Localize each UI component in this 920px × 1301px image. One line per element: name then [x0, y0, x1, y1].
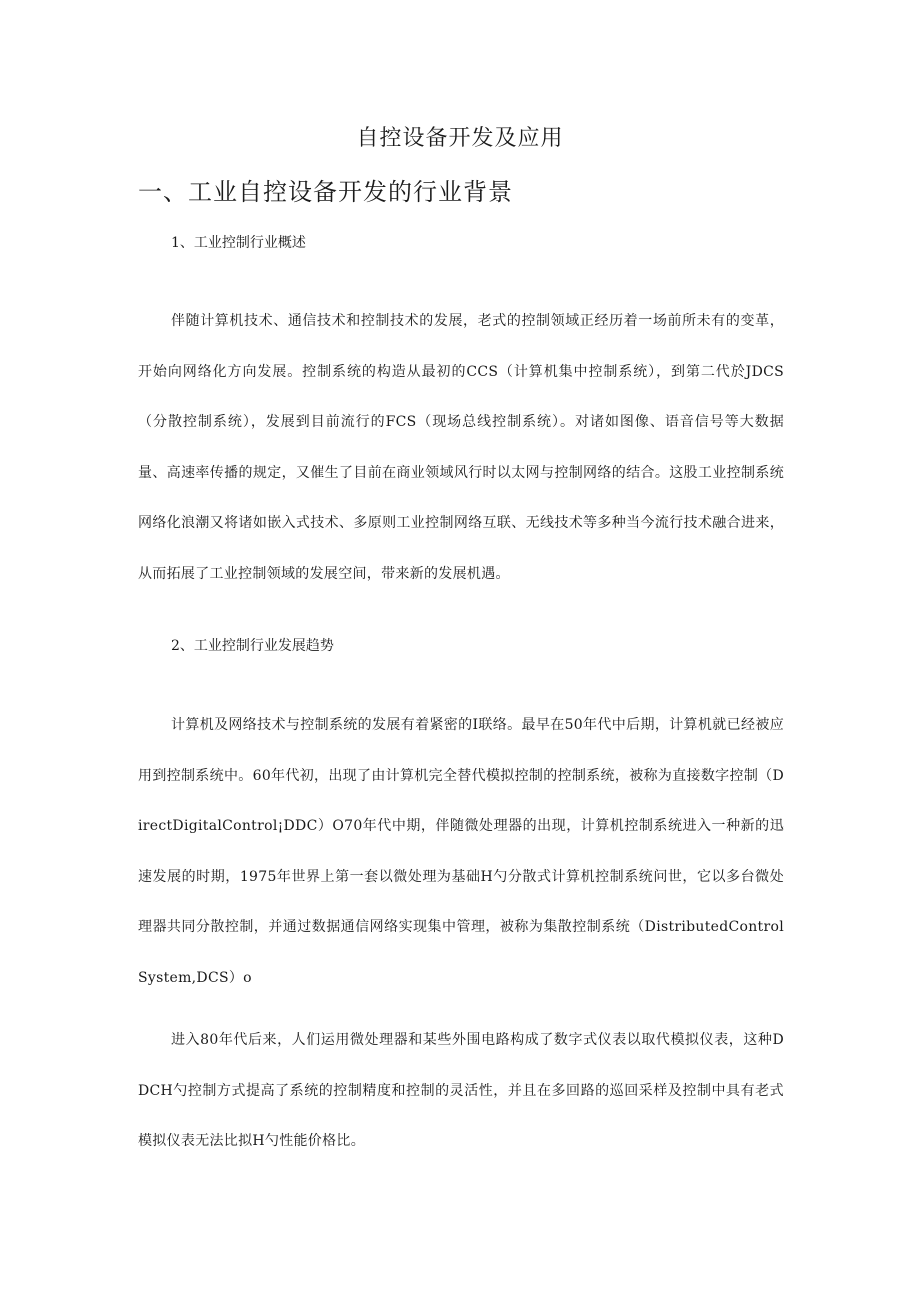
subsection-heading-overview: 1、工业控制行业概述	[171, 235, 306, 251]
paragraph-history: 计算机及网络技术与控制系统的发展有着紧密的I联络。最早在50年代中后期，计算机就已经被应用到控制系统中。60年代初，出现了由计算机完全替代模拟控制的控制系统，被称为直接数字控制（DirectDigitalControl¡DDC）O70年代中期，伴随微处理器的出现，计算机控制系统进入一种新的迅速发展的时期，1975年世界上第一套以微处理为基础H勺分散式计算机控制系统问世，它以多台微处理器共同分散控制，并通过数据通信网络实现集中管理，被称为集散控制系统（DistributedControlSystem,DCS）o	[138, 717, 784, 986]
section-heading: 一、工业自控设备开发的行业背景	[138, 178, 513, 206]
document-title: 自控设备开发及应用	[356, 126, 564, 151]
subsection-heading-trend: 2、工业控制行业发展趋势	[171, 638, 334, 654]
paragraph-overview: 伴随计算机技术、通信技术和控制技术的发展，老式的控制领域正经历着一场前所未有的变革，开始向网络化方向发展。控制系统的构造从最初的CCS（计算机集中控制系统），到第二代於JDCS（分散控制系统），发展到目前流行的FCS（现场总线控制系统）。对诸如图像、语音信号等大数据量、高速率传播的规定，又催生了目前在商业领域风行时以太网与控制网络的结合。这股工业控制系统网络化浪潮又将诸如嵌入式技术、多原则工业控制网络互联、无线技术等多种当今流行技术融合进来，从而拓展了工业控制领域的发展空间，带来新的发展机遇。	[138, 313, 784, 582]
paragraph-1980s: 进入80年代后来，人们运用微处理器和某些外围电路构成了数字式仪表以取代模拟仪表，这种DDCH勺控制方式提高了系统的控制精度和控制的灵活性，并且在多回路的巡回采样及控制中具有老式模拟仪表无法比拟H勺性能价格比。	[138, 1032, 784, 1149]
